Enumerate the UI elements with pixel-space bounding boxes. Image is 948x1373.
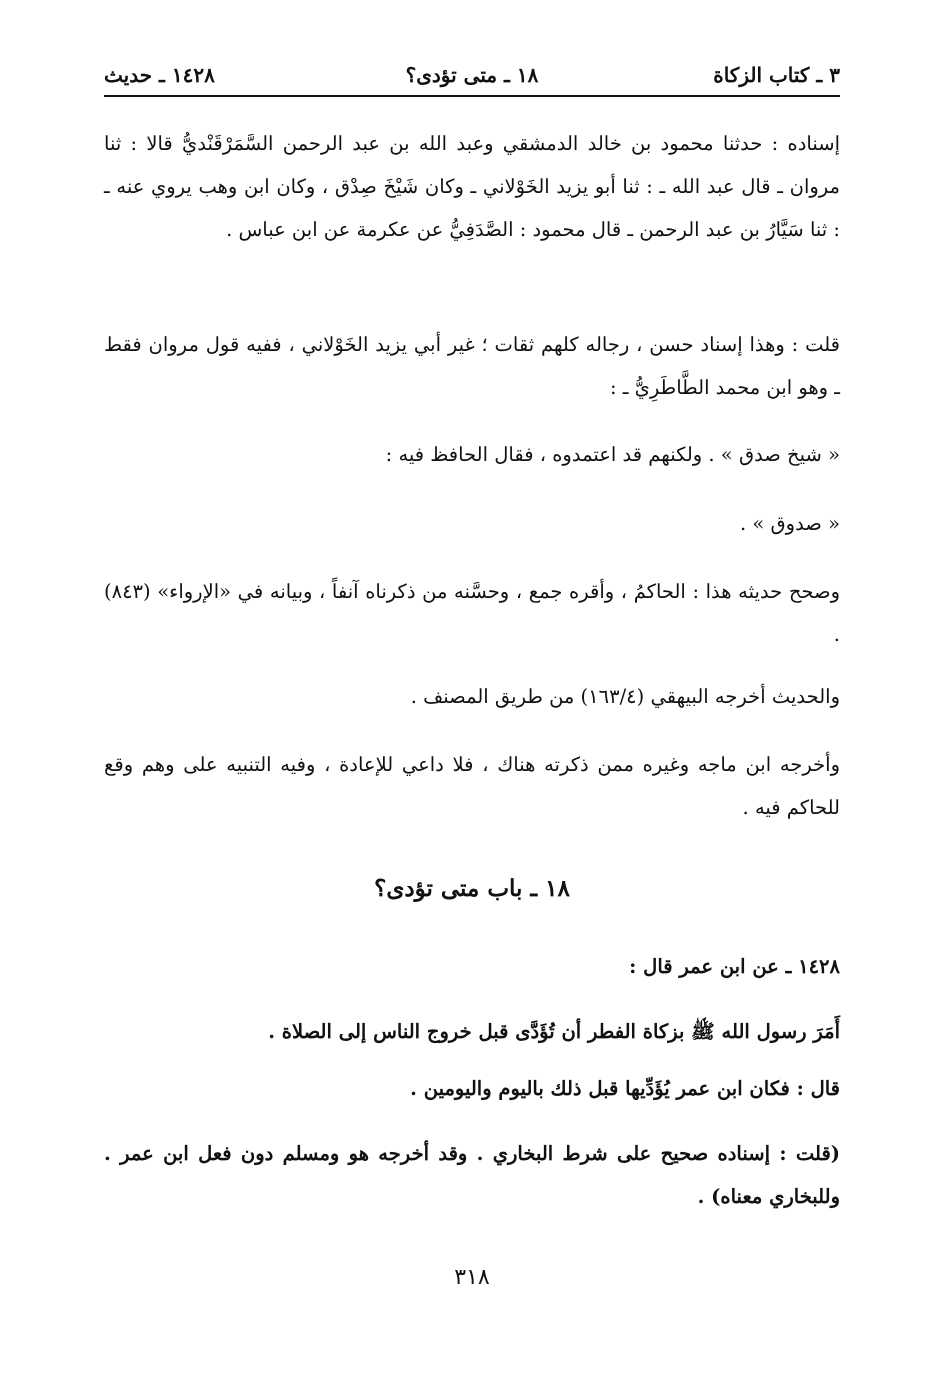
quote-paragraph: « شيخ صدق » . ولكنهم قد اعتمدوه ، فقال الحافظ فيه : bbox=[385, 443, 840, 466]
hadith-text: أَمَرَ رسول الله ﷺ بزكاة الفطر أن تُؤَدَّى قبل خروج الناس إلى الصلاة . bbox=[268, 1020, 840, 1043]
book-page bbox=[104, 55, 840, 1290]
running-header bbox=[104, 55, 840, 97]
isnad-paragraph: إسناده : حدثنا محمود بن خالد الدمشقي وعبد الله بن عبد الرحمن السَّمَرْقَنْديُّ قالا : ثنا مروان ـ قال عبد الله ـ : ثنا أبو يزيد الخَوْلاني ـ وكان شَيْخَ صِدْق ، وكان ابن وهب يروي عنه ـ : ثنا سَيَّارُ بن عبد الرحمن ـ قال محمود : الصَّدَفِيُّ عن عكرمة عن ابن عباس . bbox=[104, 132, 840, 241]
grading-paragraph: قلت : وهذا إسناد حسن ، رجاله كلهم ثقات ؛ غير أبي يزيد الخَوْلاني ، ففيه قول مروان فقط ـ وهو ابن محمد الطَّاطَرِيُّ ـ : bbox=[104, 333, 840, 399]
chapter-heading: ١٨ ـ باب متى تؤدى؟ bbox=[374, 875, 570, 902]
chapter-title: ٣ ـ كتاب الزكاة bbox=[713, 63, 840, 87]
authentication-paragraph: وصحح حديثه هذا : الحاكمُ ، وأقره جمع ، وحسَّنه من ذكرناه آنفاً ، وبيانه في «الإرواء» (٨٤٣) . bbox=[104, 580, 840, 646]
ibn-majah-paragraph: وأخرجه ابن ماجه وغيره ممن ذكرته هناك ، فلا داعي للإعادة ، وفيه التنبيه على وهم وقع للحاكم فيه . bbox=[104, 753, 840, 819]
grading-note: (قلت : إسناده صحيح على شرط البخاري . وقد أخرجه هو ومسلم دون فعل ابن عمر . وللبخاري معناه) . bbox=[104, 1142, 840, 1208]
quote-paragraph-2: « صدوق » . bbox=[740, 512, 840, 535]
hadith-text-2: قال : فكان ابن عمر يُؤَدِّيها قبل ذلك باليوم واليومين . bbox=[410, 1077, 840, 1100]
hadith-intro: ١٤٢٨ ـ عن ابن عمر قال : bbox=[629, 955, 840, 978]
page-number: ٣١٨ bbox=[454, 1265, 490, 1290]
bayhaqi-paragraph: والحديث أخرجه البيهقي (١٦٣/٤) من طريق المصنف . bbox=[410, 685, 840, 708]
section-title: ١٨ ـ متى تؤدى؟ bbox=[405, 63, 539, 87]
hadith-range: ١٤٢٨ ـ حديث bbox=[104, 63, 215, 87]
